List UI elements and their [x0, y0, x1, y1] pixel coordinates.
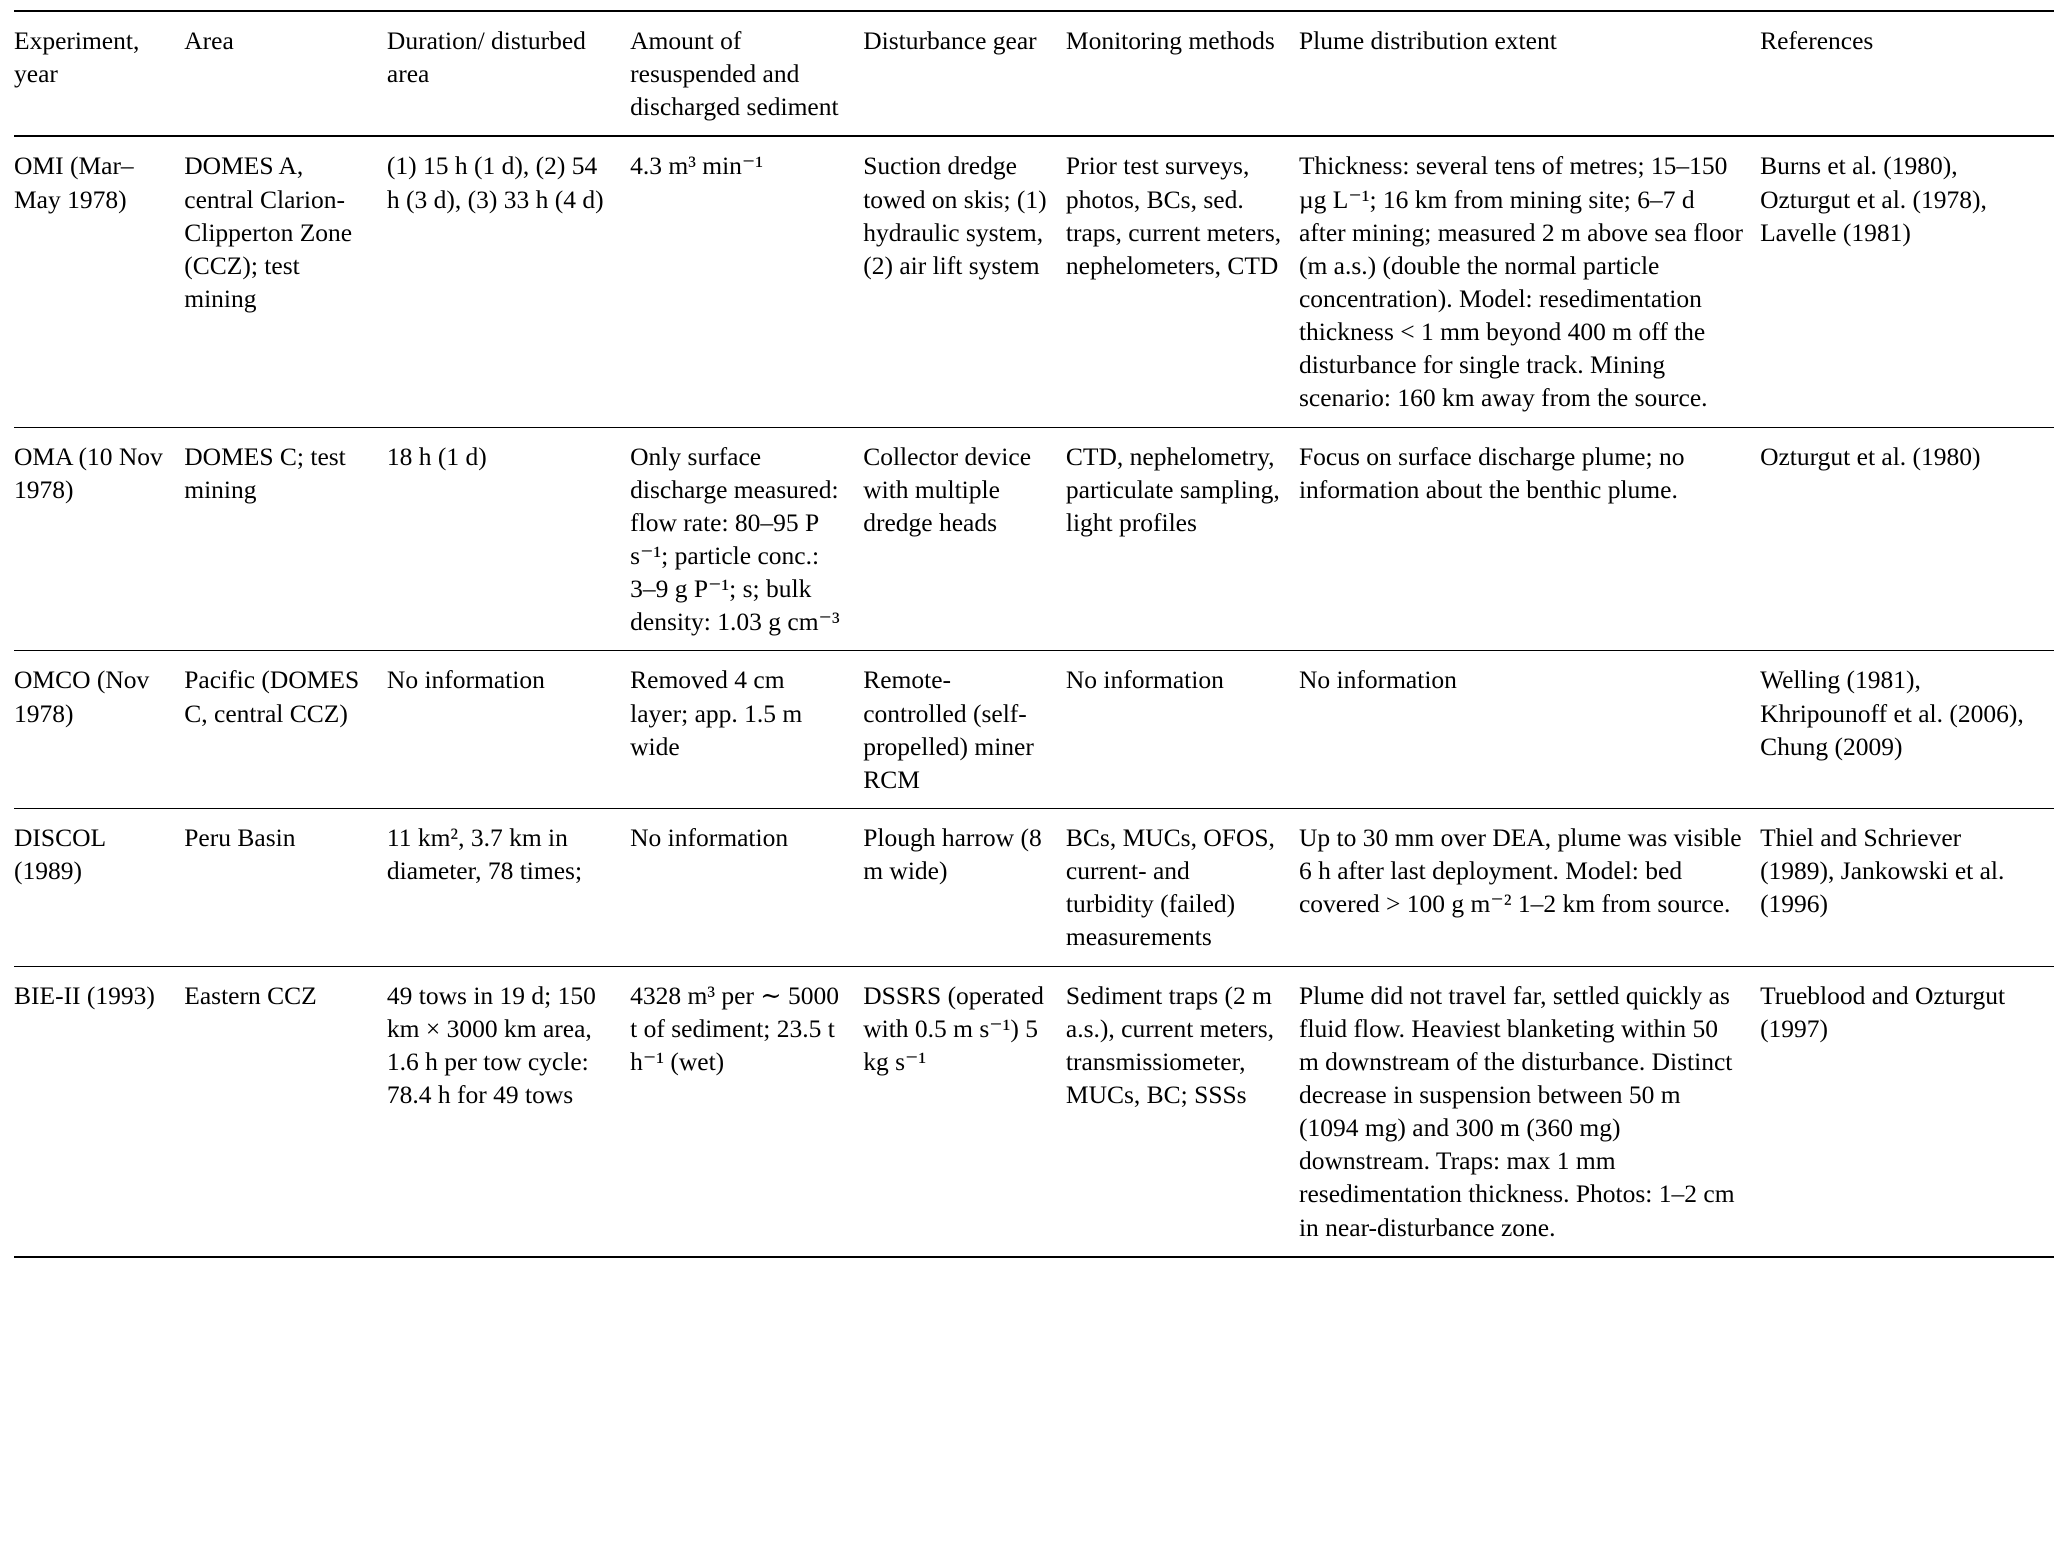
- cell-duration: 11 km², 3.7 km in diameter, 78 times;: [387, 808, 630, 966]
- cell-references: Thiel and Schriever (1989), Jankowski et al. (1996): [1760, 808, 2054, 966]
- column-header-amount: Amount of resuspended and discharged sediment: [630, 11, 863, 136]
- cell-plume: Focus on surface discharge plume; no information about the benthic plume.: [1299, 427, 1760, 651]
- column-header-experiment: Experiment, year: [14, 11, 184, 136]
- table-row: [14, 136, 2054, 427]
- cell-gear: Remote-controlled (self-propelled) miner RCM: [863, 651, 1066, 809]
- cell-gear: Suction dredge towed on skis; (1) hydraulic system, (2) air lift system: [863, 136, 1066, 427]
- column-header-area: Area: [184, 11, 387, 136]
- cell-gear: Collector device with multiple dredge heads: [863, 427, 1066, 651]
- cell-amount: 4328 m³ per ∼ 5000 t of sediment; 23.5 t h⁻¹ (wet): [630, 966, 863, 1257]
- cell-plume: Plume did not travel far, settled quickly as fluid flow. Heaviest blanketing within 50 m downstream of the disturbance. Distinct decrease in suspension between 50 m (1094 mg) and 300 m (360 mg) downstream. Traps: max 1 mm resedimentation thickness. Photos: 1–2 cm in near-disturbance zone.: [1299, 966, 1760, 1257]
- cell-amount: Removed 4 cm layer; app. 1.5 m wide: [630, 651, 863, 809]
- column-header-duration: Duration/ disturbed area: [387, 11, 630, 136]
- cell-gear: Plough harrow (8 m wide): [863, 808, 1066, 966]
- cell-area: Pacific (DOMES C, central CCZ): [184, 651, 387, 809]
- cell-monitoring: Sediment traps (2 m a.s.), current meters, transmissiometer, MUCs, BC; SSSs: [1066, 966, 1299, 1257]
- table-body: [14, 136, 2054, 1256]
- cell-experiment: OMCO (Nov 1978): [14, 651, 184, 809]
- cell-plume: No information: [1299, 651, 1760, 809]
- cell-monitoring: BCs, MUCs, OFOS, current- and turbidity (failed) measurements: [1066, 808, 1299, 966]
- column-header-references: References: [1760, 11, 2054, 136]
- column-header-plume: Plume distribution extent: [1299, 11, 1760, 136]
- cell-references: Ozturgut et al. (1980): [1760, 427, 2054, 651]
- table-row: [14, 651, 2054, 809]
- experiments-table: [14, 10, 2054, 1258]
- cell-experiment: OMA (10 Nov 1978): [14, 427, 184, 651]
- table-row: [14, 966, 2054, 1257]
- cell-monitoring: No information: [1066, 651, 1299, 809]
- cell-duration: 18 h (1 d): [387, 427, 630, 651]
- cell-plume: Up to 30 mm over DEA, plume was visible 6 h after last deployment. Model: bed covered > 100 g m⁻² 1–2 km from source.: [1299, 808, 1760, 966]
- table-row: [14, 427, 2054, 651]
- cell-area: Peru Basin: [184, 808, 387, 966]
- cell-duration: (1) 15 h (1 d), (2) 54 h (3 d), (3) 33 h (4 d): [387, 136, 630, 427]
- cell-references: Trueblood and Ozturgut (1997): [1760, 966, 2054, 1257]
- cell-area: DOMES C; test mining: [184, 427, 387, 651]
- cell-experiment: OMI (Mar–May 1978): [14, 136, 184, 427]
- column-header-gear: Disturbance gear: [863, 11, 1066, 136]
- cell-references: Burns et al. (1980), Ozturgut et al. (1978), Lavelle (1981): [1760, 136, 2054, 427]
- column-header-monitoring: Monitoring methods: [1066, 11, 1299, 136]
- cell-duration: No information: [387, 651, 630, 809]
- cell-experiment: DISCOL (1989): [14, 808, 184, 966]
- cell-experiment: BIE-II (1993): [14, 966, 184, 1257]
- table-header: [14, 11, 2054, 136]
- cell-references: Welling (1981), Khripounoff et al. (2006), Chung (2009): [1760, 651, 2054, 809]
- cell-gear: DSSRS (operated with 0.5 m s⁻¹) 5 kg s⁻¹: [863, 966, 1066, 1257]
- cell-duration: 49 tows in 19 d; 150 km × 3000 km area, 1.6 h per tow cycle: 78.4 h for 49 tows: [387, 966, 630, 1257]
- cell-amount: 4.3 m³ min⁻¹: [630, 136, 863, 427]
- cell-amount: No information: [630, 808, 863, 966]
- table-row: [14, 808, 2054, 966]
- cell-plume: Thickness: several tens of metres; 15–150 µg L⁻¹; 16 km from mining site; 6–7 d after mining; measured 2 m above sea floor (m a.s.) (double the normal particle concentration). Model: resedimentation thickness < 1 mm beyond 400 m off the disturbance for single track. Mining scenario: 160 km away from the source.: [1299, 136, 1760, 427]
- cell-area: Eastern CCZ: [184, 966, 387, 1257]
- cell-monitoring: CTD, nephelometry, particulate sampling, light profiles: [1066, 427, 1299, 651]
- cell-area: DOMES A, central Clarion-Clipperton Zone (CCZ); test mining: [184, 136, 387, 427]
- cell-monitoring: Prior test surveys, photos, BCs, sed. traps, current meters, nephelometers, CTD: [1066, 136, 1299, 427]
- cell-amount: Only surface discharge measured: flow rate: 80–95 P s⁻¹; particle conc.: 3–9 g P⁻¹; s; bulk density: 1.03 g cm⁻³: [630, 427, 863, 651]
